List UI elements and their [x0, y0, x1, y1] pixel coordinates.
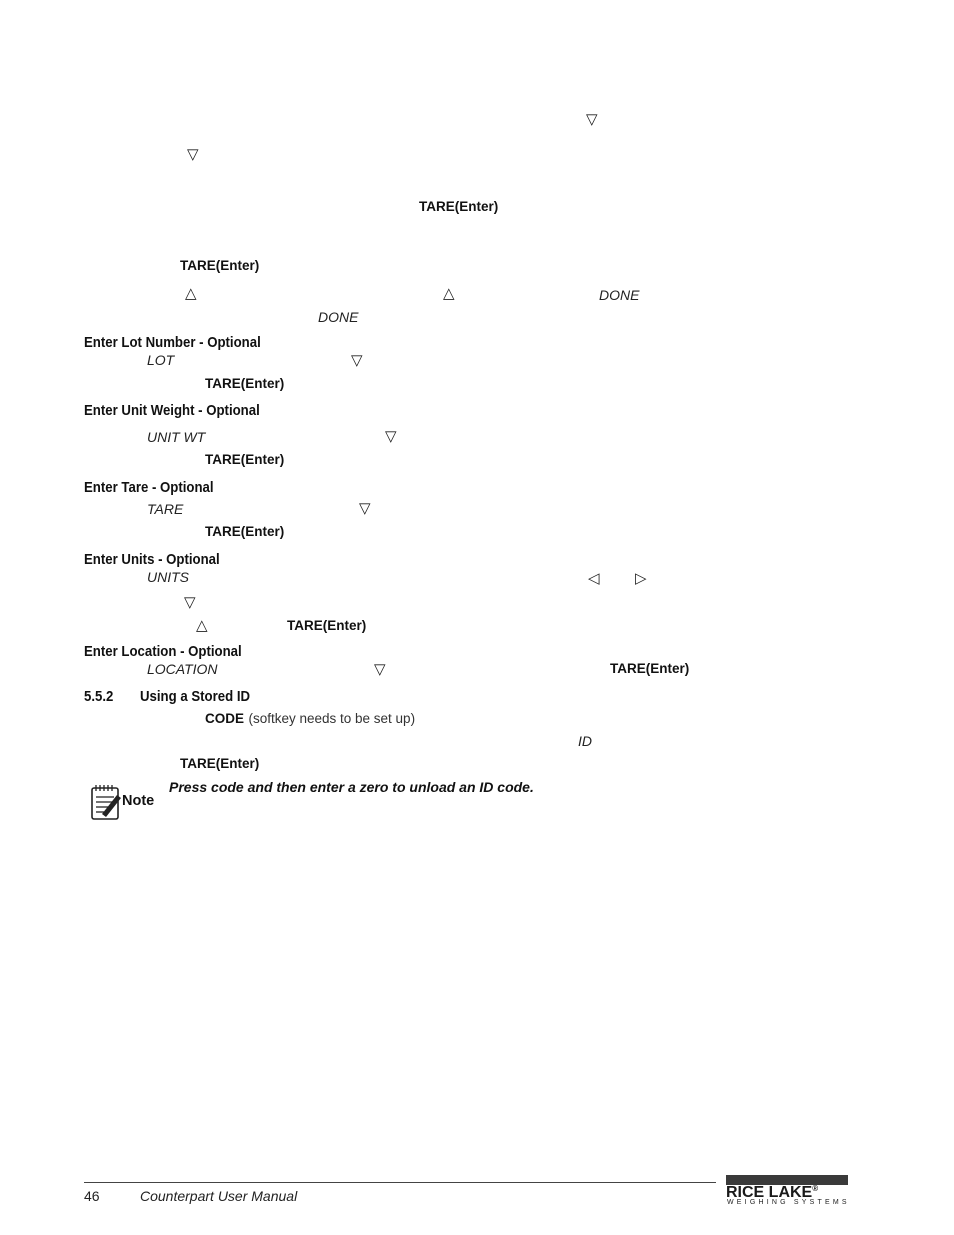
code-suffix: (softkey needs to be set up) — [248, 711, 416, 726]
section-title: Using a Stored ID — [140, 688, 251, 705]
heading-location: Enter Location - Optional — [84, 643, 242, 660]
section-number: 5.5.2 — [84, 688, 114, 705]
tare-enter-key: TARE(Enter) — [205, 452, 285, 467]
right-arrow-icon: ▷ — [635, 570, 647, 587]
up-arrow-icon: △ — [196, 617, 208, 634]
left-arrow-icon: ◁ — [588, 570, 600, 587]
prompt-lot: LOT — [147, 352, 175, 368]
prompt-tare: TARE — [147, 501, 184, 517]
heading-lot-number: Enter Lot Number - Optional — [84, 334, 261, 351]
page-number: 46 — [84, 1188, 100, 1204]
tare-enter-key: TARE(Enter) — [610, 661, 690, 676]
down-arrow-icon: ▽ — [351, 352, 363, 369]
tare-enter-key: TARE(Enter) — [205, 376, 285, 391]
note-icon — [90, 783, 122, 825]
down-arrow-icon: ▽ — [187, 146, 199, 163]
note-label: Note — [122, 793, 155, 809]
manual-title: Counterpart User Manual — [140, 1188, 298, 1204]
code-key: CODE — [205, 711, 245, 726]
logo-subtitle: WEIGHING SYSTEMS — [727, 1199, 850, 1206]
prompt-location: LOCATION — [147, 661, 218, 677]
up-arrow-icon: △ — [443, 285, 455, 302]
down-arrow-icon: ▽ — [184, 594, 196, 611]
note-text: Press code and then enter a zero to unload an ID code. — [169, 779, 534, 795]
tare-enter-key: TARE(Enter) — [205, 524, 285, 539]
down-arrow-icon: ▽ — [586, 111, 598, 128]
heading-tare: Enter Tare - Optional — [84, 479, 214, 496]
prompt-id: ID — [578, 733, 592, 749]
tare-enter-key: TARE(Enter) — [287, 618, 367, 633]
tare-enter-key: TARE(Enter) — [180, 258, 260, 273]
notepad-icon — [90, 783, 122, 821]
prompt-done: DONE — [318, 309, 359, 325]
footer-rule — [84, 1182, 716, 1183]
down-arrow-icon: ▽ — [385, 428, 397, 445]
code-line — [205, 711, 415, 727]
prompt-done: DONE — [599, 287, 640, 303]
down-arrow-icon: ▽ — [374, 661, 386, 678]
up-arrow-icon: △ — [185, 285, 197, 302]
heading-units: Enter Units - Optional — [84, 551, 220, 568]
logo-main-text: RICE LAKE — [726, 1184, 813, 1201]
heading-unit-weight: Enter Unit Weight - Optional — [84, 402, 260, 419]
tare-enter-key: TARE(Enter) — [180, 756, 260, 771]
prompt-units: UNITS — [147, 569, 189, 585]
prompt-unit-wt: UNIT WT — [147, 429, 206, 445]
tare-enter-key: TARE(Enter) — [419, 199, 499, 214]
logo-reg: ® — [812, 1184, 819, 1193]
down-arrow-icon: ▽ — [359, 500, 371, 517]
